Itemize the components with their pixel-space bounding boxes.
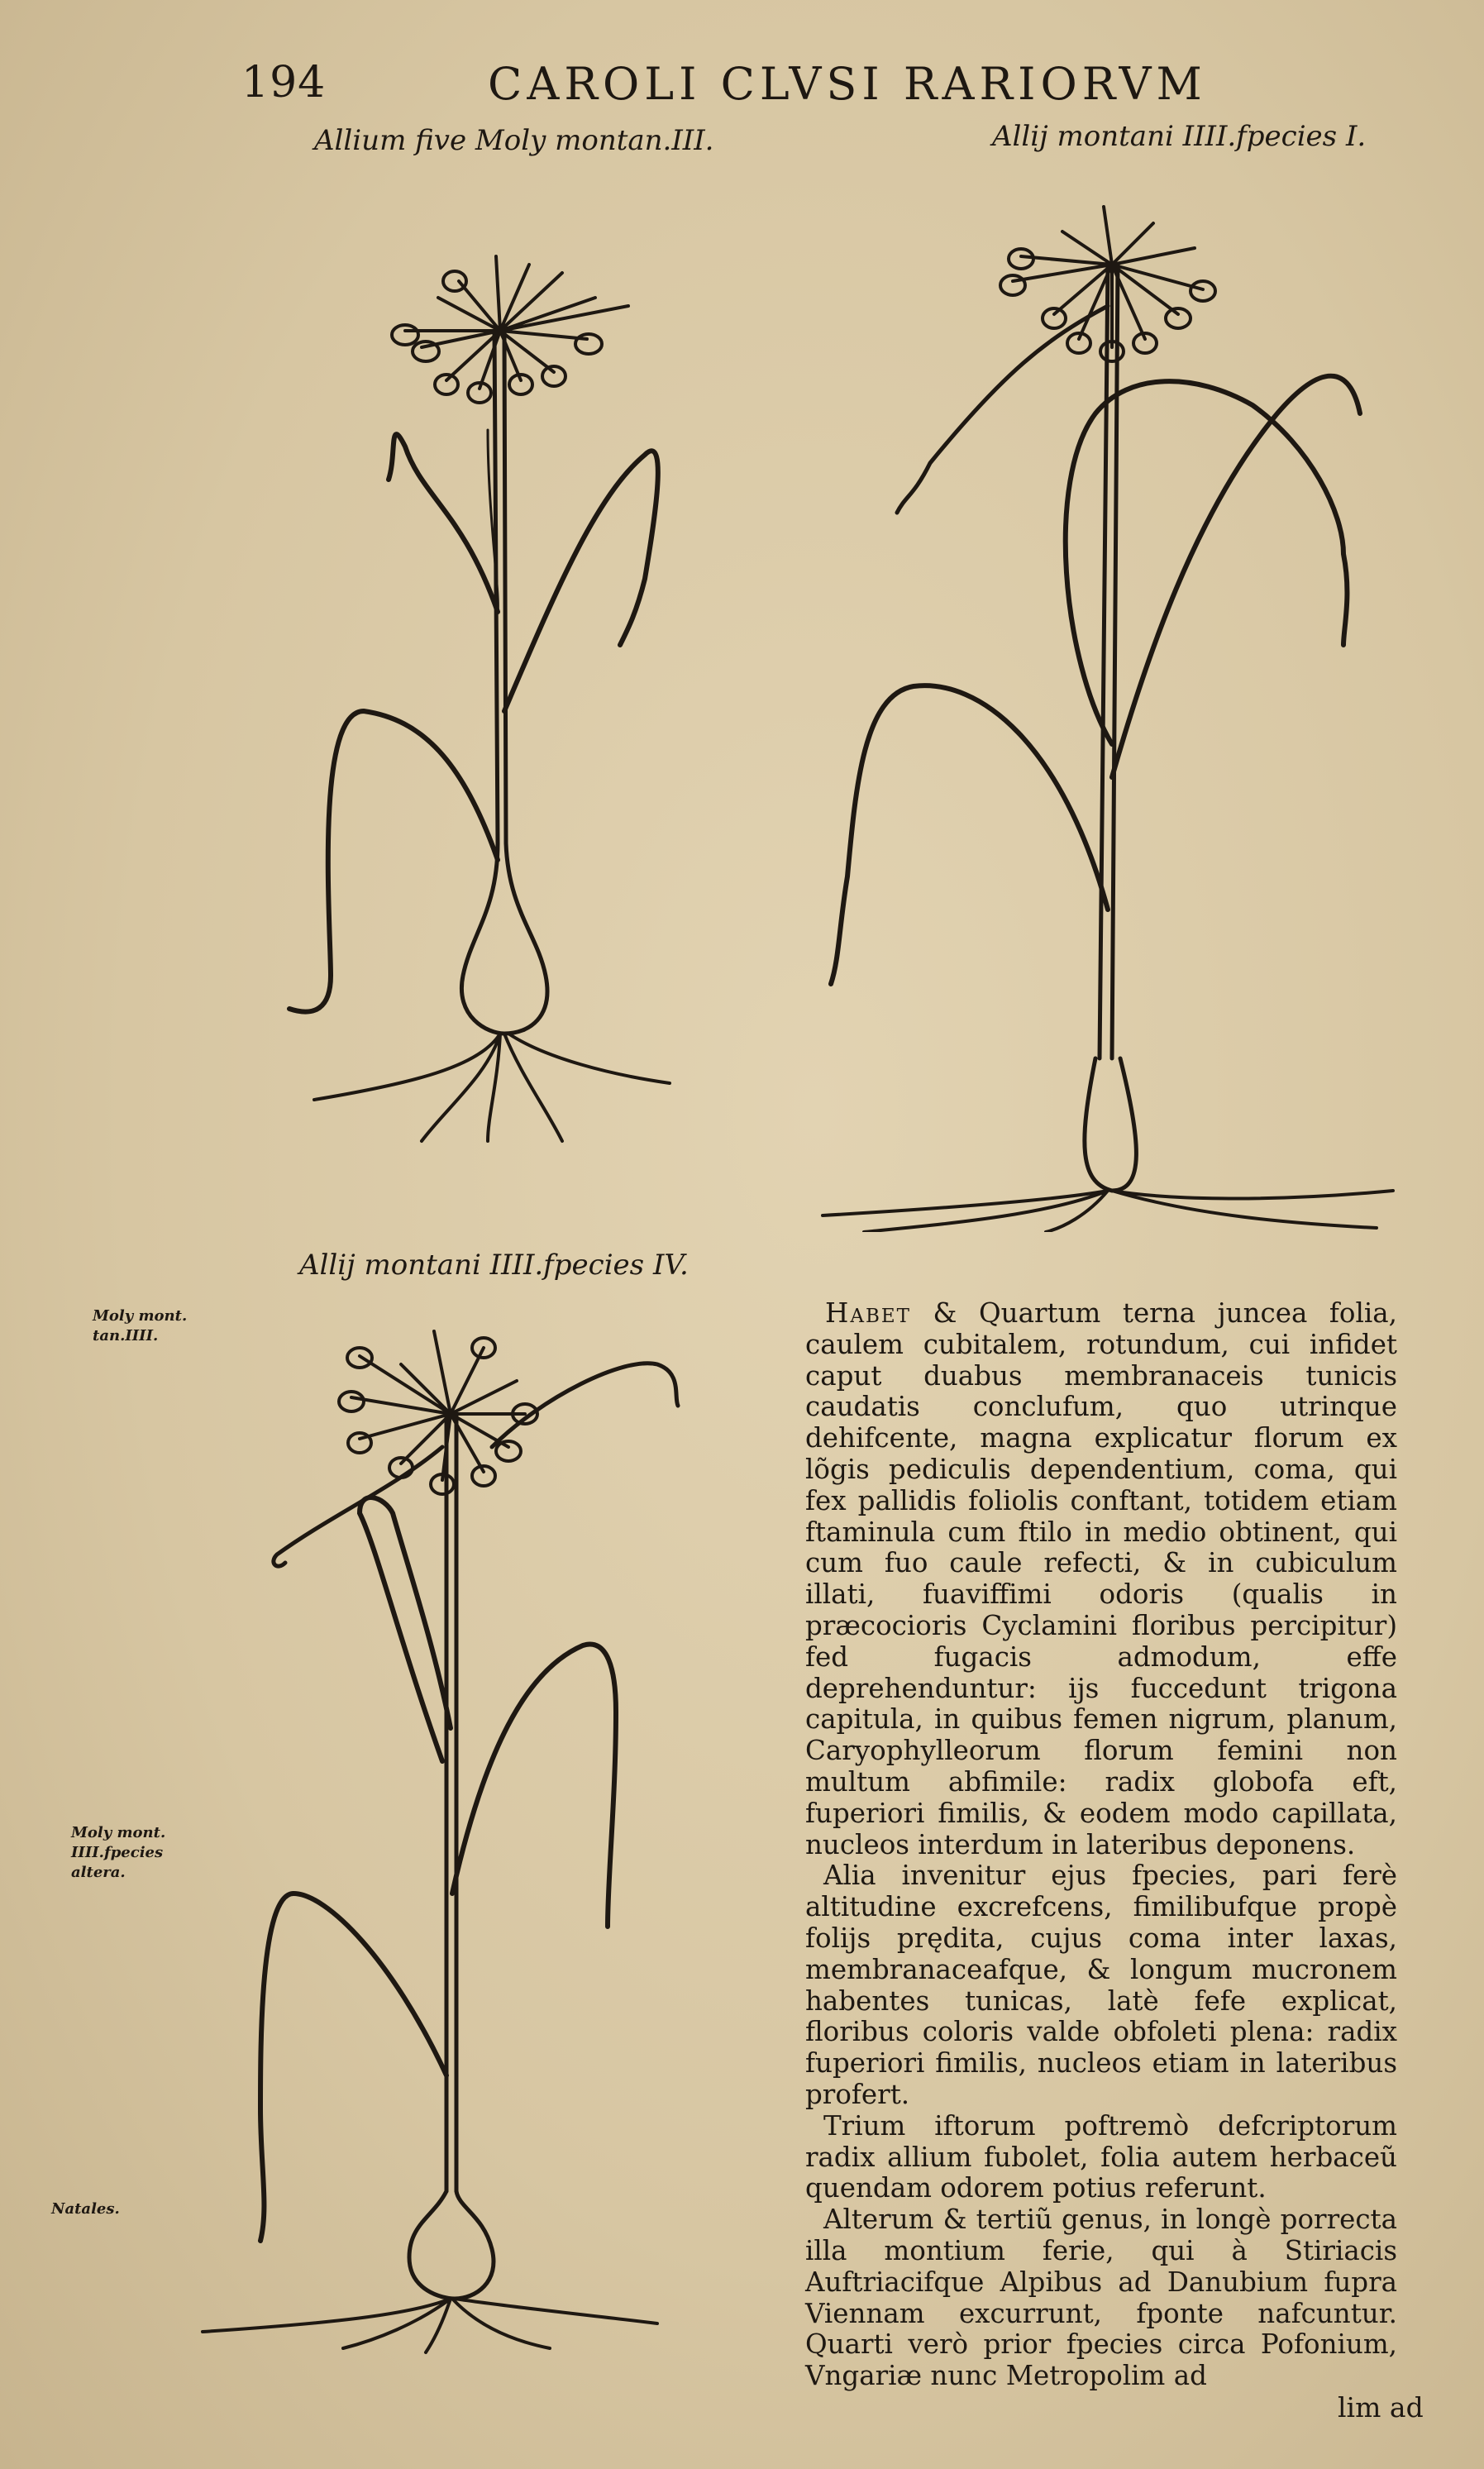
page-header (0, 58, 1484, 116)
paragraph-2: Alia invenitur ejus fpecies, pari ferè altitudine excrefcens, fimilibufque propè folijs prędita, cujus coma inter laxas, membranaceafque, & longum mucronem habentes tunicas, latè fefe explicat, floribus coloris valde obfoleti plena: radix fuperiori fimilis, nucleos etiam in lateribus profert. (805, 1860, 1397, 2110)
marginal-note-3: Natales. (51, 2200, 120, 2218)
running-head: CAROLI CLVSI RARIORVM (488, 58, 1207, 110)
opening-word: Habet (825, 1297, 911, 1329)
figure-1-woodcut (281, 182, 711, 1249)
page-number: 194 (241, 58, 327, 107)
figure-3-woodcut (194, 1298, 740, 2357)
figure-1-caption: Allium five Moly montan.III. (314, 124, 714, 157)
paragraph-3: Trium iftorum poftremò defcriptorum radix allium fubolet, folia autem herbaceũ quendam odorem potius referunt. (805, 2109, 1397, 2204)
marginal-note-1: Moly mont. tan.IIII. (93, 1307, 188, 1344)
paragraph-1-text: & Quartum terna juncea folia, caulem cubitalem, rotundum, cui infidet caput duabus membranaceis tunicis caudatis conclufum, quo utrinque dehifcente, magna explicatur florum ex lõgis pediculis dependentium, coma, qui fex pallidis foliolis conftant, totidem etiam ftaminula cum ftilo in medio obtinent, qui cum fuo caule refecti, & in cubiculum illati, fuaviffimi odoris (qualis in præcocioris Cyclamini floribus percipitur) fed fugacis admodum, effe deprehenduntur: ijs fuccedunt trigona capitula, in quibus femen nigrum, planum, Caryophylleorum florum femini non multum abfimile: radix globofa eft, fuperiori fimilis, & eodem modo capillata, nucleos interdum in lateribus deponens. (805, 1297, 1397, 1860)
allium-illustration-2 (814, 165, 1410, 1232)
paragraph-4: Alterum & tertiũ genus, in longè porrecta illa montium ferie, qui à Stiriacis Auftriacifque Alpibus ad Danubium fupra Viennam excurrunt, fponte nafcuntur. Quarti verò prior fpecies circa Pofonium, Vngariæ nunc Metropolim ad (805, 2204, 1397, 2392)
paragraph-1 (805, 1298, 1397, 1860)
figure-3-caption: Allij montani IIII.fpecies IV. (299, 1249, 689, 1282)
figure-2-caption: Allij montani IIII.fpecies I. (992, 120, 1367, 153)
figure-2-woodcut (814, 165, 1410, 1232)
allium-illustration-3 (194, 1298, 740, 2357)
allium-illustration-1 (281, 182, 711, 1249)
marginal-note-2: Moly mont. IIII.fpecies altera. (71, 1824, 166, 1881)
catchword: lim ad (1338, 2391, 1424, 2424)
body-text (805, 1298, 1397, 2392)
